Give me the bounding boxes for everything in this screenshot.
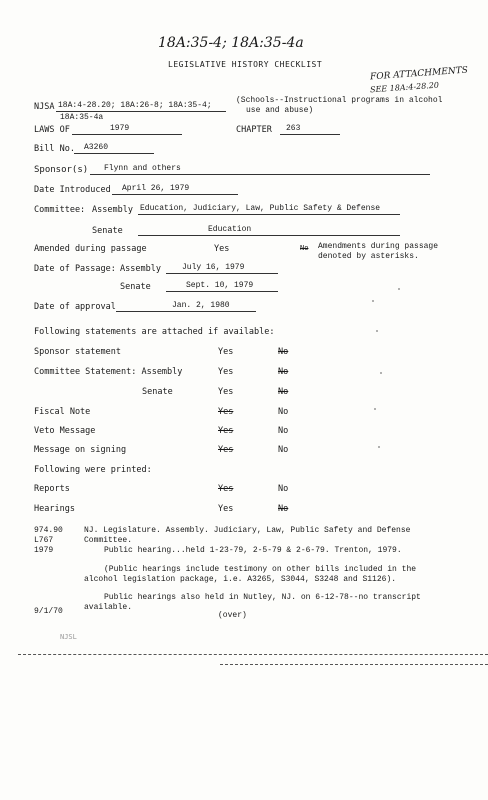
- assembly-label: Assembly: [92, 205, 133, 215]
- page-title: LEGISLATIVE HISTORY CHECKLIST: [168, 60, 323, 69]
- bill-label: Bill No.: [34, 144, 75, 154]
- scan-speck: [372, 300, 374, 302]
- approval-underline: [116, 301, 256, 312]
- printed-no: No: [278, 504, 289, 514]
- statement-yes: Yes: [218, 445, 234, 455]
- call-number-3: 1979: [34, 546, 54, 555]
- chapter-label: CHAPTER: [236, 125, 272, 135]
- statement-label: Fiscal Note: [34, 407, 91, 417]
- printed-heading: Following were printed:: [34, 465, 152, 475]
- passage-assembly-underline: [166, 263, 278, 274]
- over-note: (over): [218, 611, 247, 620]
- catalog-line2: Committee.: [84, 536, 133, 545]
- printed-no: No: [278, 484, 289, 494]
- njsa-value: 18A:4-28.20; 18A:26-8; 18A:35-4;: [58, 101, 212, 110]
- printed-yes: Yes: [218, 484, 234, 494]
- assembly-committee-value: Education, Judiciary, Law, Public Safety & Defense: [140, 204, 381, 213]
- njsa-label: NJSA: [34, 102, 55, 112]
- printed-yes: Yes: [218, 504, 234, 514]
- amended-label: Amended during passage: [34, 244, 147, 254]
- attachment-note-line1: FOR ATTACHMENTS: [369, 65, 469, 83]
- call-number-1: 974.90: [34, 526, 63, 535]
- statement-label: Committee Statement: Assembly: [34, 367, 183, 377]
- printed-label: Reports: [34, 484, 70, 494]
- catalog-line6: Public hearings also held in Nutley, NJ. on 6-12-78--no transcript: [104, 593, 421, 602]
- passage-senate-label: Senate: [120, 282, 151, 292]
- catalog-date: 9/1/70: [34, 607, 63, 616]
- statement-label: Sponsor statement: [34, 347, 121, 357]
- njsa-note-line1: (Schools--Instructional programs in alcohol: [236, 96, 443, 105]
- passage-assembly-value: July 16, 1979: [182, 263, 245, 272]
- statement-no: No: [278, 426, 289, 436]
- passage-assembly-label: Assembly: [120, 264, 161, 274]
- sponsor-label: Sponsor(s): [34, 165, 89, 175]
- amended-no-mark: No: [300, 244, 309, 252]
- statements-heading: Following statements are attached if available:: [34, 327, 275, 337]
- sponsor-value: Flynn and others: [104, 164, 181, 173]
- committee-label: Committee:: [34, 205, 86, 215]
- statement-yes: Yes: [218, 407, 234, 417]
- statement-no: No: [278, 367, 289, 377]
- chapter-underline: [280, 124, 340, 135]
- approval-value: Jan. 2, 1980: [172, 301, 230, 310]
- scan-speck: [374, 408, 376, 410]
- statement-yes: Yes: [218, 426, 234, 436]
- laws-value: 1979: [110, 124, 130, 133]
- statement-label: Senate: [142, 387, 173, 397]
- attachment-note-line2: SEE 18A:4-28.20: [369, 80, 440, 95]
- statement-no: No: [278, 347, 289, 357]
- njsa-note-line2: use and abuse): [246, 106, 314, 115]
- introduced-underline: [112, 184, 238, 195]
- approval-label: Date of approval: [34, 302, 116, 312]
- catalog-line4: (Public hearings include testimony on other bills included in the: [104, 565, 417, 574]
- assembly-committee-underline: [138, 204, 400, 215]
- library-stamp: NJSL: [60, 633, 77, 641]
- catalog-line7: available.: [84, 603, 133, 612]
- catalog-line1: NJ. Legislature. Assembly. Judiciary, Law, Public Safety and Defense: [84, 526, 411, 535]
- scan-speck: [398, 288, 400, 290]
- laws-label: LAWS OF: [34, 125, 70, 135]
- statement-yes: Yes: [218, 367, 234, 377]
- passage-label: Date of Passage:: [34, 264, 116, 274]
- catalog-line3: Public hearing...held 1-23-79, 2-5-79 & 2-6-79. Trenton, 1979.: [104, 546, 402, 555]
- bill-value: A3260: [84, 143, 109, 152]
- amended-note-line2: denoted by asterisks.: [318, 252, 419, 261]
- scan-speck: [380, 372, 382, 374]
- catalog-line5: alcohol legislation package, i.e. A3265, S3044, S3248 and S1126).: [84, 575, 397, 584]
- cut-line-2: [220, 664, 488, 665]
- amended-note-line1: Amendments during passage: [318, 242, 439, 251]
- statement-label: Message on signing: [34, 445, 127, 455]
- statement-no: No: [278, 445, 289, 455]
- sponsor-underline: [90, 164, 430, 175]
- statement-yes: Yes: [218, 347, 234, 357]
- introduced-value: April 26, 1979: [122, 184, 190, 193]
- printed-label: Hearings: [34, 504, 75, 514]
- scan-speck: [376, 330, 378, 332]
- handwritten-reference: 18A:35-4; 18A:35-4a: [158, 35, 304, 51]
- njsa-value-line2: 18A:35-4a: [60, 113, 104, 122]
- statement-no: No: [278, 387, 289, 397]
- passage-senate-underline: [166, 281, 278, 292]
- bill-underline: [74, 143, 154, 154]
- senate-committee-underline: [138, 225, 400, 236]
- chapter-value: 263: [286, 124, 301, 133]
- njsa-underline: [56, 101, 226, 112]
- statement-label: Veto Message: [34, 426, 96, 436]
- call-number-2: L767: [34, 536, 54, 545]
- cut-line-1: [18, 654, 488, 655]
- passage-senate-value: Sept. 10, 1979: [186, 281, 254, 290]
- laws-underline: [72, 124, 182, 135]
- senate-committee-label: Senate: [92, 226, 123, 236]
- statement-yes: Yes: [218, 387, 234, 397]
- statement-no: No: [278, 407, 289, 417]
- amended-value: Yes: [214, 244, 230, 254]
- scan-speck: [378, 446, 380, 448]
- introduced-label: Date Introduced: [34, 185, 111, 195]
- senate-committee-value: Education: [208, 225, 252, 234]
